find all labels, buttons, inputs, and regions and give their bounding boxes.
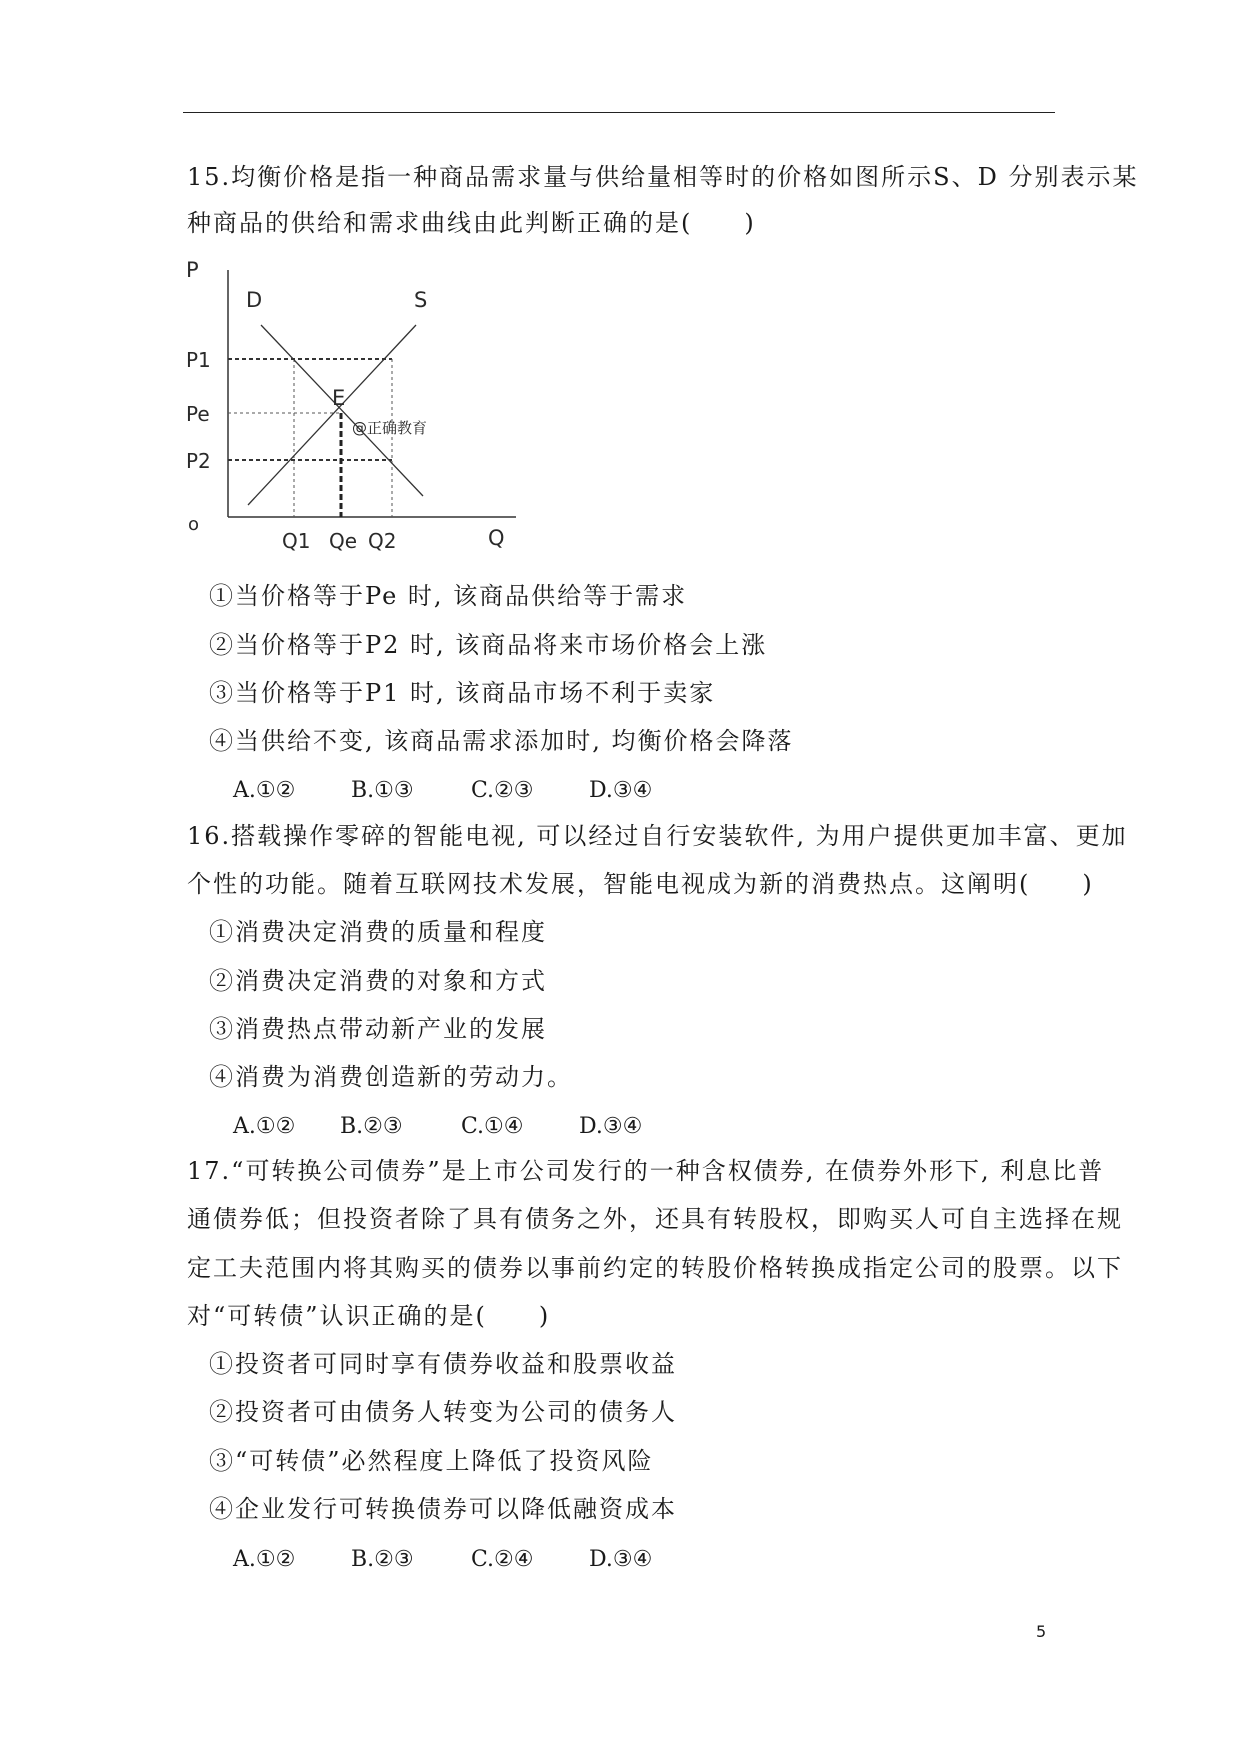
q15-option-3: ③当价格等于P1 时, 该商品市场不利于卖家: [209, 679, 716, 707]
q16-stem-line-2: 个性的功能。随着互联网技术发展，智能电视成为新的消费热点。这阐明( ): [187, 870, 1094, 898]
equilibrium-label: E: [332, 386, 346, 410]
q17-stem-line-4: 对“可转债”认识正确的是( ): [187, 1302, 551, 1330]
header-rule: [183, 112, 1055, 113]
x-axis-label: Q: [488, 526, 505, 550]
q15-choice-c[interactable]: C.②③: [471, 778, 534, 803]
watermark: @正确教育: [352, 419, 428, 437]
q17-option-4: ④企业发行可转换债券可以降低融资成本: [209, 1495, 677, 1523]
q17-choice-b[interactable]: B.②③: [351, 1547, 414, 1572]
supply-demand-graph: [186, 255, 566, 560]
price-label-p1: P1: [186, 348, 211, 372]
q16-choice-b[interactable]: B.②③: [340, 1114, 403, 1139]
q15-stem-line-2: 种商品的供给和需求曲线由此判断正确的是( ): [187, 209, 756, 237]
q16-option-1: ①消费决定消费的质量和程度: [209, 918, 547, 946]
q17-option-1: ①投资者可同时享有债券收益和股票收益: [209, 1350, 677, 1378]
page-number: 5: [1036, 1622, 1047, 1641]
q17-answer-choices: [233, 1545, 652, 1575]
q15-option-4: ④当供给不变, 该商品需求添加时, 均衡价格会降落: [209, 727, 794, 755]
supply-curve: [248, 325, 416, 505]
q16-option-3: ③消费热点带动新产业的发展: [209, 1015, 547, 1043]
q15-choice-d[interactable]: D.③④: [589, 778, 653, 803]
quantity-label-qe: Qe: [329, 529, 358, 553]
price-label-pe: Pe: [186, 402, 210, 426]
q16-stem-line-1: 16.搭载操作零碎的智能电视, 可以经过自行安装软件, 为用户提供更加丰富、更加: [187, 822, 1128, 850]
origin-label: o: [188, 514, 200, 535]
price-label-p2: P2: [186, 449, 211, 473]
q15-choice-b[interactable]: B.①③: [351, 778, 414, 803]
q17-choice-c[interactable]: C.②④: [471, 1547, 534, 1572]
quantity-label-q2: Q2: [368, 529, 397, 553]
q15-choice-a[interactable]: A.①②: [233, 778, 296, 803]
q16-option-4: ④消费为消费创造新的劳动力。: [209, 1063, 573, 1091]
supply-label: S: [414, 288, 428, 312]
q17-stem-line-2: 通债券低；但投资者除了具有债务之外，还具有转股权，即购买人可自主选择在规: [187, 1205, 1123, 1233]
y-axis-label: P: [186, 258, 199, 282]
q17-stem-line-3: 定工夫范围内将其购买的债券以事前约定的转股价格转换成指定公司的股票。以下: [187, 1254, 1123, 1282]
q17-option-2: ②投资者可由债务人转变为公司的债务人: [209, 1398, 677, 1426]
q16-answer-choices: [233, 1112, 642, 1142]
q17-option-3: ③“可转债”必然程度上降低了投资风险: [209, 1447, 654, 1475]
q15-option-1: ①当价格等于Pe 时, 该商品供给等于需求: [209, 582, 688, 610]
q16-choice-c[interactable]: C.①④: [461, 1114, 524, 1139]
q17-choice-d[interactable]: D.③④: [589, 1547, 653, 1572]
q17-choice-a[interactable]: A.①②: [233, 1547, 296, 1572]
q16-choice-a[interactable]: A.①②: [233, 1114, 296, 1139]
q15-answer-choices: [233, 776, 652, 806]
q15-option-2: ②当价格等于P2 时, 该商品将来市场价格会上涨: [209, 631, 768, 659]
q17-stem-line-1: 17.“可转换公司债券”是上市公司发行的一种含权债券, 在债券外形下, 利息比普: [187, 1157, 1105, 1185]
quantity-label-q1: Q1: [282, 529, 311, 553]
q15-stem-line-1: 15.均衡价格是指一种商品需求量与供给量相等时的价格如图所示S、D 分别表示某: [187, 163, 1139, 191]
q16-option-2: ②消费决定消费的对象和方式: [209, 967, 547, 995]
demand-label: D: [246, 288, 263, 312]
q16-choice-d[interactable]: D.③④: [579, 1114, 643, 1139]
